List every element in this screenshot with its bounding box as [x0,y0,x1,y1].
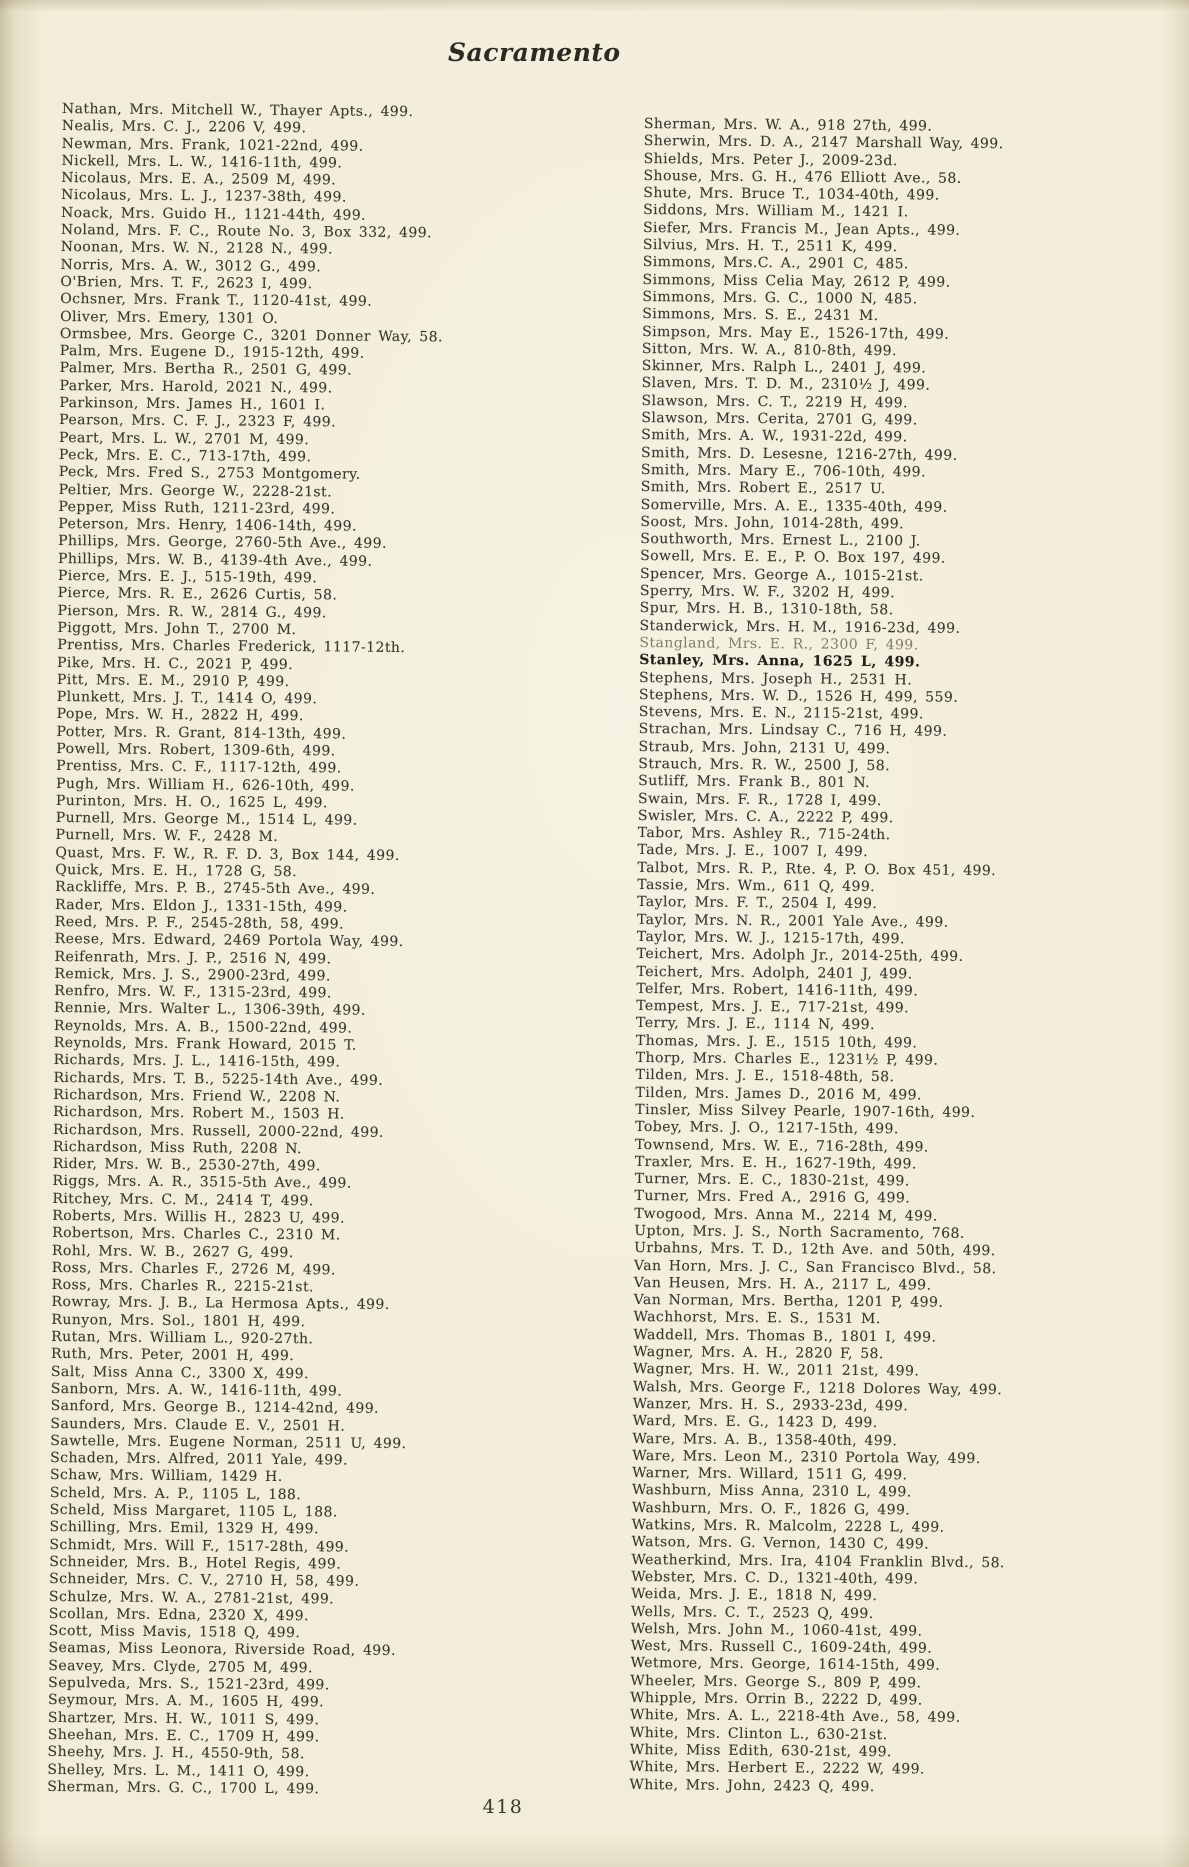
directory-entry: Remick, Mrs. J. S., 2900-23rd, 499. [54,965,331,985]
directory-entry: Taylor, Mrs. W. J., 1215-17th, 499. [636,928,905,948]
directory-entry: Traxler, Mrs. E. H., 1627-19th, 499. [634,1153,917,1173]
directory-entry: Smith, Mrs. D. Lesesne, 1216-27th, 499. [640,444,958,464]
directory-entry: Walsh, Mrs. George F., 1218 Dolores Way, 499. [632,1378,1003,1398]
directory-entry: Peck, Mrs. Fred S., 2753 Montgomery. [58,464,361,483]
directory-entry: Ochsner, Mrs. Frank T., 1120-41st, 499. [60,291,373,310]
directory-entry: Sowell, Mrs. E. E., P. O. Box 197, 499. [640,548,946,568]
page-title: Sacramento [448,38,621,67]
directory-entry: Spencer, Mrs. George A., 1015-21st. [639,565,924,585]
directory-entry: Plunkett, Mrs. J. T., 1414 O, 499. [56,689,318,708]
directory-entry: Nicolaus, Mrs. L. J., 1237-38th, 499. [61,187,347,206]
directory-entry: Rohl, Mrs. W. B., 2627 G, 499. [51,1242,294,1261]
directory-entry: West, Mrs. Russell C., 1609-24th, 499. [630,1638,933,1657]
directory-entry: Tempest, Mrs. J. E., 717-21st, 499. [636,998,910,1017]
directory-entry: Scott, Miss Mavis, 1518 Q, 499. [48,1623,301,1642]
directory-entry: Stevens, Mrs. E. N., 2115-21st, 499. [638,704,924,723]
directory-entry: Noland, Mrs. F. C., Route No. 3, Box 332, 499. [60,222,433,242]
directory-entry: Washburn, Mrs. O. F., 1826 G, 499. [631,1499,911,1519]
directory-entry: Whipple, Mrs. Orrin B., 2222 D, 499. [630,1689,923,1709]
directory-entry: Ormsbee, Mrs. George C., 3201 Donner Way, 58. [59,325,444,346]
directory-entry: Simmons, Mrs. G. C., 1000 N, 485. [642,288,918,308]
directory-entry: Tinsler, Miss Silvey Pearle, 1907-16th, 499. [635,1101,976,1121]
directory-entry: White, Mrs. Herbert E., 2222 W, 499. [629,1759,925,1778]
directory-entry: Parker, Mrs. Harold, 2021 N., 499. [59,377,333,397]
directory-entry: Schneider, Mrs. C. V., 2710 H, 58, 499. [49,1571,360,1590]
directory-entry: Ritchey, Mrs. C. M., 2414 T, 499. [52,1190,314,1209]
directory-entry: Stephens, Mrs. Joseph H., 2531 H. [639,669,913,688]
directory-entry: Shartzer, Mrs. H. W., 1011 S, 499. [47,1709,320,1728]
directory-entry: Strauch, Mrs. R. W., 2500 J, 58. [638,755,891,775]
directory-entry: Tilden, Mrs. J. E., 1518-48th, 58. [635,1067,895,1086]
directory-entry: Quast, Mrs. F. W., R. F. D. 3, Box 144, 499. [55,844,400,864]
directory-entry: Shields, Mrs. Peter J., 2009-23d. [643,150,898,169]
directory-entry: White, Miss Edith, 630-21st, 499. [629,1741,892,1761]
directory-entry: Tobey, Mrs. J. O., 1217-15th, 499. [635,1119,899,1138]
directory-entry: Newman, Mrs. Frank, 1021-22nd, 499. [61,135,364,155]
directory-entry: White, Mrs. Clinton L., 630-21st. [629,1724,888,1743]
directory-entry: Somerville, Mrs. A. E., 1335-40th, 499. [640,496,948,516]
directory-entry: Stangland, Mrs. E. R., 2300 F, 499. [639,634,919,654]
directory-entry: Turner, Mrs. Fred A., 2916 G, 499. [634,1188,911,1207]
directory-entry: Peltier, Mrs. George W., 2228-21st. [58,481,333,500]
directory-entry: Richardson, Mrs. Russell, 2000-22nd, 499. [52,1121,384,1141]
directory-entry: Sperry, Mrs. W. F., 3202 H, 499. [639,582,896,602]
directory-entry: Waddell, Mrs. Thomas B., 1801 I, 499. [633,1326,937,1346]
directory-entry: Simmons, Mrs.C. A., 2901 C, 485. [642,254,909,273]
directory-entry: Thorp, Mrs. Charles E., 1231½ P, 499. [635,1049,939,1069]
directory-entry: Richardson, Miss Ruth, 2208 N. [52,1138,303,1157]
directory-entry: Richardson, Mrs. Robert M., 1503 H. [53,1104,345,1123]
directory-entry: Washburn, Miss Anna, 2310 L, 499. [631,1482,912,1501]
directory-entry: Tade, Mrs. J. E., 1007 I, 499. [637,842,869,861]
directory-entry: Townsend, Mrs. W. E., 716-28th, 499. [634,1136,929,1156]
directory-entry: Taylor, Mrs. F. T., 2504 I, 499. [637,894,878,913]
directory-entry: Phillips, Mrs. W. B., 4139-4th Ave., 499. [57,550,373,570]
directory-entry: Ware, Mrs. A. B., 1358-40th, 499. [632,1430,898,1449]
directory-entry: Pugh, Mrs. William H., 626-10th, 499. [55,775,355,795]
directory-entry: Schulze, Mrs. W. A., 2781-21st, 499. [48,1588,335,1607]
directory-entry: Pierce, Mrs. R. E., 2626 Curtis, 58. [57,585,338,604]
directory-entry: Warner, Mrs. Willard, 1511 G, 499. [632,1465,908,1484]
directory-entry: Schilling, Mrs. Emil, 1329 H, 499. [49,1519,319,1538]
directory-entry: White, Mrs. John, 2423 Q, 499. [629,1776,875,1795]
right-column [629,116,1017,1797]
directory-entry: Soost, Mrs. John, 1014-28th, 499. [640,513,905,533]
directory-entry: Wells, Mrs. C. T., 2523 Q, 499. [630,1603,874,1622]
directory-entry: Wachhorst, Mrs. E. S., 1531 M. [633,1309,881,1328]
directory-entry: Skinner, Mrs. Ralph L., 2401 J, 499. [641,358,927,377]
directory-entry: Watkins, Mrs. R. Malcolm, 2228 L, 499. [631,1516,945,1536]
directory-entry: Pope, Mrs. W. H., 2822 H, 499. [56,706,304,725]
directory-entry: Peck, Mrs. E. C., 713-17th, 499. [58,446,312,466]
directory-entry: Simmons, Miss Celia May, 2612 P, 499. [642,271,951,291]
directory-entry: Rackliffe, Mrs. P. B., 2745-5th Ave., 499. [55,879,376,899]
directory-entry: Tilden, Mrs. James D., 2016 M, 499. [635,1084,922,1104]
directory-entry: Powell, Mrs. Robert, 1309-6th, 499. [56,740,336,760]
directory-entry: Slawson, Mrs. Cerita, 2701 G, 499. [641,410,918,429]
directory-entry: Sheehan, Mrs. E. C., 1709 H, 499. [47,1726,320,1746]
directory-entry: Sanborn, Mrs. A. W., 1416-11th, 499. [50,1380,343,1400]
directory-entry: Potter, Mrs. R. Grant, 814-13th, 499. [56,723,347,743]
directory-entry: Sawtelle, Mrs. Eugene Norman, 2511 U, 499. [50,1432,407,1452]
directory-entry: Pike, Mrs. H. C., 2021 P, 499. [57,654,294,673]
directory-entry: Urbahns, Mrs. T. D., 12th Ave. and 50th, 499. [634,1240,996,1260]
directory-entry: Wanzer, Mrs. H. S., 2933-23d, 499. [632,1395,909,1415]
directory-entry: Silvius, Mrs. H. T., 2511 K, 499. [642,237,898,256]
directory-entry: Parkinson, Mrs. James H., 1601 I. [59,395,326,414]
directory-entry: Norris, Mrs. A. W., 3012 G., 499. [60,256,322,275]
directory-entry: Thomas, Mrs. J. E., 1515 10th, 499. [635,1032,918,1052]
directory-entry: Scollan, Mrs. Edna, 2320 X, 499. [48,1605,310,1625]
directory-entry: Schaw, Mrs. William, 1429 H. [49,1467,283,1486]
directory-entry: Purnell, Mrs. George M., 1514 L, 499. [55,810,358,829]
directory-entry: Wetmore, Mrs. George, 1614-15th, 499. [630,1655,941,1675]
page-number: 418 [482,1796,524,1818]
directory-entry: Ross, Mrs. Charles R., 2215-21st. [51,1277,315,1296]
directory-entry: Welsh, Mrs. John M., 1060-41st, 499. [630,1620,923,1640]
directory-entry: Richards, Mrs. T. B., 5225-14th Ave., 499. [53,1069,384,1089]
directory-entry: Scheld, Mrs. A. P., 1105 L, 188. [49,1484,302,1503]
directory-entry: Sherwin, Mrs. D. A., 2147 Marshall Way, 499. [643,133,1004,153]
directory-entry: Upton, Mrs. J. S., North Sacramento, 768. [634,1222,965,1242]
directory-entry: Smith, Mrs. Robert E., 2517 U. [640,479,886,498]
directory-entry: Weida, Mrs. J. E., 1818 N, 499. [631,1586,878,1605]
directory-entry: Reed, Mrs. P. F., 2545-28th, 58, 499. [54,913,345,933]
directory-entry: Prentiss, Mrs. Charles Frederick, 1117-12th. [57,637,406,657]
directory-entry: White, Mrs. A. L., 2218-4th Ave., 58, 499. [629,1707,961,1727]
directory-entry: Pearson, Mrs. C. F. J., 2323 F, 499. [59,412,337,431]
directory-entry: Simpson, Mrs. May E., 1526-17th, 499. [642,323,950,343]
directory-entry: Nathan, Mrs. Mitchell W., Thayer Apts., 499. [61,101,414,121]
directory-entry: Sanford, Mrs. George B., 1214-42nd, 499. [50,1398,380,1418]
directory-entry: Noonan, Mrs. W. N., 2128 N., 499. [60,239,334,258]
directory-entry: Noack, Mrs. Guido H., 1121-44th, 499. [60,204,367,224]
directory-entry: Seavey, Mrs. Clyde, 2705 M, 499. [48,1657,314,1676]
directory-entry: Wheeler, Mrs. George S., 809 P, 499. [630,1672,922,1692]
directory-entry: Scheld, Miss Margaret, 1105 L, 188. [49,1501,338,1521]
directory-entry: Nickell, Mrs. L. W., 1416-11th, 499. [61,152,343,172]
directory-entry: Palm, Mrs. Eugene D., 1915-12th, 499. [59,343,365,362]
directory-entry: Sheehy, Mrs. J. H., 4550-9th, 58. [47,1744,305,1763]
directory-entry: Oliver, Mrs. Emery, 1301 O. [60,308,279,327]
directory-entry: Nicolaus, Mrs. E. A., 2509 M, 499. [61,170,337,189]
directory-entry: Shute, Mrs. Bruce T., 1034-40th, 499. [643,185,940,204]
directory-entry: Salt, Miss Anna C., 3300 X, 499. [50,1363,309,1382]
directory-entry: Wagner, Mrs. A. H., 2820 F, 58. [633,1344,884,1363]
directory-entry: Weatherkind, Mrs. Ira, 4104 Franklin Blvd., 58. [631,1551,1005,1571]
directory-entry: Watson, Mrs. G. Vernon, 1430 C, 499. [631,1534,930,1553]
directory-entry: Wagner, Mrs. H. W., 2011 21st, 499. [632,1361,920,1380]
directory-entry: Pepper, Miss Ruth, 1211-23rd, 499. [58,498,336,518]
directory-entry: Reynolds, Mrs. A. B., 1500-22nd, 499. [53,1017,353,1037]
directory-entry: Sherman, Mrs. W. A., 918 27th, 499. [643,116,933,135]
directory-entry: Swain, Mrs. F. R., 1728 I, 499. [637,790,882,809]
directory-entry: Sepulveda, Mrs. S., 1521-23rd, 499. [48,1674,330,1694]
directory-entry: Riggs, Mrs. A. R., 3515-5th Ave., 499. [52,1173,352,1192]
directory-entry: Rennie, Mrs. Walter L., 1306-39th, 499. [54,1000,366,1020]
directory-entry: Quick, Mrs. E. H., 1728 G, 58. [55,862,298,881]
directory-entry: Telfer, Mrs. Robert, 1416-11th, 499. [636,980,919,1000]
directory-entry: Richards, Mrs. J. L., 1416-15th, 499. [53,1052,341,1071]
directory-entry: Van Norman, Mrs. Bertha, 1201 P, 499. [633,1292,944,1311]
directory-entry: Slaven, Mrs. T. D. M., 2310½ J, 499. [641,375,931,394]
directory-entry: Siefer, Mrs. Francis M., Jean Apts., 499. [642,219,961,239]
directory-entry: Terry, Mrs. J. E., 1114 N, 499. [636,1015,875,1034]
directory-entry: Taylor, Mrs. N. R., 2001 Yale Ave., 499. [636,911,949,931]
directory-entry: Ware, Mrs. Leon M., 2310 Portola Way, 499. [632,1447,981,1467]
directory-entry: Ross, Mrs. Charles F., 2726 M, 499. [51,1259,336,1279]
directory-entry: Ward, Mrs. E. G., 1423 D, 499. [632,1413,878,1432]
directory-entry: Seymour, Mrs. A. M., 1605 H, 499. [47,1692,325,1711]
directory-entry: Reynolds, Mrs. Frank Howard, 2015 T. [53,1034,357,1054]
directory-entry: Piggott, Mrs. John T., 2700 M. [57,619,297,638]
directory-entry: Peterson, Mrs. Henry, 1406-14th, 499. [58,516,357,535]
directory-entry: Strachan, Mrs. Lindsay C., 716 H, 499. [638,721,948,741]
directory-entry: Smith, Mrs. Mary E., 706-10th, 499. [640,461,927,481]
directory-entry: Sitton, Mrs. W. A., 810-8th, 499. [641,340,898,360]
directory-entry: Schaden, Mrs. Alfred, 2011 Yale, 499. [50,1450,348,1469]
directory-entry: Seamas, Miss Leonora, Riverside Road, 499. [48,1640,397,1660]
directory-entry: Pierson, Mrs. R. W., 2814 G., 499. [57,602,327,621]
directory-entry: Van Horn, Mrs. J. C., San Francisco Blvd., 58. [633,1257,997,1277]
directory-entry: Straub, Mrs. John, 2131 U, 499. [638,738,891,757]
directory-entry: Talbot, Mrs. R. P., Rte. 4, P. O. Box 451, 499. [637,859,997,879]
directory-entry: Shelley, Mrs. L. M., 1411 O, 499. [47,1761,310,1780]
directory-entry: Roberts, Mrs. Willis H., 2823 U, 499. [52,1207,346,1227]
directory-entry: Schmidt, Mrs. Will F., 1517-28th, 499. [49,1536,350,1556]
directory-entry: Stanley, Mrs. Anna, 1625 L, 499. [639,652,921,671]
directory-entry: Standerwick, Mrs. H. M., 1916-23d, 499. [639,617,961,637]
directory-entry: Rider, Mrs. W. B., 2530-27th, 499. [52,1156,321,1175]
directory-entry: Richardson, Mrs. Friend W., 2208 N. [53,1086,341,1106]
directory-entry: Renfro, Mrs. W. F., 1315-23rd, 499. [54,983,332,1002]
directory-entry: Saunders, Mrs. Claude E. V., 2501 H. [50,1415,346,1435]
directory-entry: Reifenrath, Mrs. J. P., 2516 N, 499. [54,948,332,967]
directory-entry: Sherman, Mrs. G. C., 1700 L, 499. [47,1778,320,1798]
directory-entry: Teichert, Mrs. Adolph Jr., 2014-25th, 499. [636,946,964,966]
directory-entry: Teichert, Mrs. Adolph, 2401 J, 499. [636,963,913,982]
directory-entry: Rader, Mrs. Eldon J., 1331-15th, 499. [54,896,348,916]
directory-entry: Schneider, Mrs. B., Hotel Regis, 499. [49,1553,342,1573]
directory-entry: Shouse, Mrs. G. H., 476 Elliott Ave., 58. [643,167,962,187]
directory-entry: Ruth, Mrs. Peter, 2001 H, 499. [50,1346,295,1365]
directory-entry: Phillips, Mrs. George, 2760-5th Ave., 499. [58,533,387,553]
directory-entry: O'Brien, Mrs. T. F., 2623 I, 499. [60,273,313,293]
directory-entry: Robertson, Mrs. Charles C., 2310 M. [52,1225,341,1244]
directory-entry: Peart, Mrs. L. W., 2701 M, 499. [58,429,310,448]
directory-entry: Simmons, Mrs. S. E., 2431 M. [642,306,879,325]
directory-entry: Van Heusen, Mrs. H. A., 2117 L, 499. [633,1274,932,1294]
directory-entry: Pitt, Mrs. E. M., 2910 P, 499. [56,671,290,690]
directory-entry: Twogood, Mrs. Anna M., 2214 M, 499. [634,1205,938,1225]
directory-entry: Pierce, Mrs. E. J., 515-19th, 499. [57,567,318,587]
directory-entry: Stephens, Mrs. W. D., 1526 H, 499, 559. [638,686,959,706]
directory-entry: Rutan, Mrs. William L., 920-27th. [51,1329,314,1348]
directory-entry: Rowray, Mrs. J. B., La Hermosa Apts., 499. [51,1294,390,1314]
directory-entry: Runyon, Mrs. Sol., 1801 H, 499. [51,1311,306,1330]
directory-entry: Spur, Mrs. H. B., 1310-18th, 58. [639,600,894,619]
directory-entry: Tabor, Mrs. Ashley R., 715-24th. [637,825,891,844]
directory-entry: Palmer, Mrs. Bertha R., 2501 G, 499. [59,360,353,379]
directory-entry: Purnell, Mrs. W. F., 2428 M. [55,827,279,846]
directory-entry: Turner, Mrs. E. C., 1830-21st, 499. [634,1171,910,1190]
directory-entry: Webster, Mrs. C. D., 1321-40th, 499. [631,1568,919,1588]
directory-entry: Nealis, Mrs. C. J., 2206 V, 499. [61,118,307,137]
directory-entry: Southworth, Mrs. Ernest L., 2100 J. [640,531,921,550]
left-column [47,101,445,1799]
directory-entry: Reese, Mrs. Edward, 2469 Portola Way, 499. [54,931,404,951]
directory-entry: Purinton, Mrs. H. O., 1625 L, 499. [55,792,328,812]
directory-entry: Prentiss, Mrs. C. F., 1117-12th, 499. [56,758,342,777]
directory-entry: Smith, Mrs. A. W., 1931-22d, 499. [641,427,908,446]
directory-entry: Swisler, Mrs. C. A., 2222 P, 499. [637,807,894,827]
directory-entry: Slawson, Mrs. C. T., 2219 H, 499. [641,392,908,412]
directory-entry: Siddons, Mrs. William M., 1421 I. [643,202,909,221]
directory-entry: Sutliff, Mrs. Frank B., 801 N. [638,773,871,792]
directory-entry: Tassie, Mrs. Wm., 611 Q, 499. [637,877,876,896]
